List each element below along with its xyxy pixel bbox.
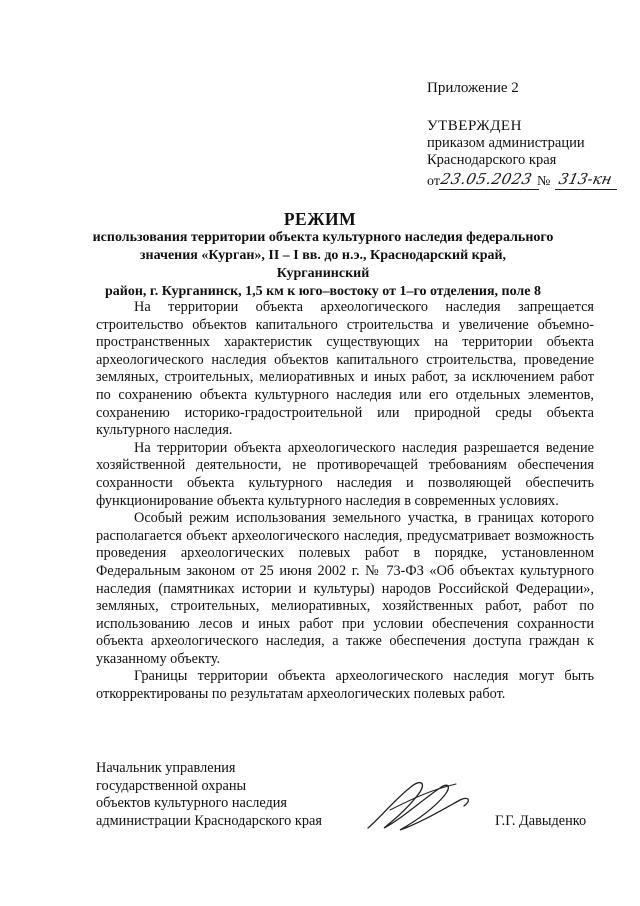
paragraph-permissions: На территории объекта археологического наследия разрешается ведение хозяйственной деятельности, не противоречащей требованиям обеспечения сохранности объекта культурного наследия и позволяющей обеспечить функционирование объекта культурного наследия в современных условиях. bbox=[96, 439, 594, 509]
document-body bbox=[96, 299, 594, 704]
approval-line-2: Краснодарского края bbox=[427, 152, 557, 168]
number-label: № bbox=[537, 174, 551, 189]
document-title: РЕЖИМ bbox=[283, 209, 357, 229]
number-underline bbox=[555, 189, 617, 190]
approval-line-1: приказом администрации bbox=[427, 135, 585, 151]
document-subtitle bbox=[92, 229, 554, 301]
subtitle-line-3: район, г. Курганинск, 1,5 км к юго–востоку от 1–го отделения, поле 8 bbox=[105, 284, 541, 299]
approval-heading: УТВЕРЖДЕН bbox=[427, 118, 522, 134]
signatory-line-3: объектов культурного наследия bbox=[96, 795, 287, 812]
appendix-label: Приложение 2 bbox=[427, 80, 519, 96]
signatory-name: Г.Г. Давыденко bbox=[495, 813, 587, 829]
approval-date-number-line bbox=[427, 170, 614, 191]
signatory-line-4: администрации Краснодарского края bbox=[96, 812, 322, 829]
signatory-position bbox=[96, 760, 322, 830]
handwritten-number: 313-кн bbox=[557, 170, 614, 188]
approval-block bbox=[427, 118, 614, 191]
date-underline bbox=[439, 189, 539, 190]
subtitle-line-2: значения «Курган», II – I вв. до н.э., Краснодарский край, Курганинский bbox=[139, 248, 507, 281]
from-label: от bbox=[427, 174, 440, 189]
paragraph-boundaries: Границы территории объекта археологического наследия могут быть откорректированы по результатам археологических полевых работ. bbox=[96, 668, 594, 703]
signatory-line-1: Начальник управления bbox=[96, 760, 236, 776]
handwritten-signature bbox=[360, 770, 480, 840]
paragraph-prohibitions: На территории объекта археологического наследия запрещается строительство объектов капитального строительства и увеличение объемно-пространственных характеристик существующих на территории объекта археологического наследия объектов капитального строительства, проведение земляных, строительных, мелиоративных и иных работ, за исключением работ по сохранению объекта культурного наследия или его отдельных элементов, сохранению историко-градостроительной или природной среды объекта культурного наследия. bbox=[96, 299, 594, 439]
handwritten-date: 23.05.2023 bbox=[439, 170, 534, 188]
subtitle-line-1: использования территории объекта культурного наследия федерального bbox=[92, 230, 554, 245]
signatory-line-2: государственной охраны bbox=[96, 777, 247, 794]
paragraph-special-regime: Особый режим использования земельного участка, в границах которого располагается объект археологического наследия, предусматривает возможность проведения археологических полевых работ в порядке, установленном Федеральным законом от 25 июня 2002 г. № 73-ФЗ «Об объектах культурного наследия (памятниках истории и культуры) народов Российской Федерации», земляных, строительных, мелиоративных, хозяйственных работ, работ по использованию лесов и иных работ при условии обеспечения сохранности объекта археологического наследия, а также обеспечения доступа граждан к указанному объекту. bbox=[96, 510, 594, 667]
